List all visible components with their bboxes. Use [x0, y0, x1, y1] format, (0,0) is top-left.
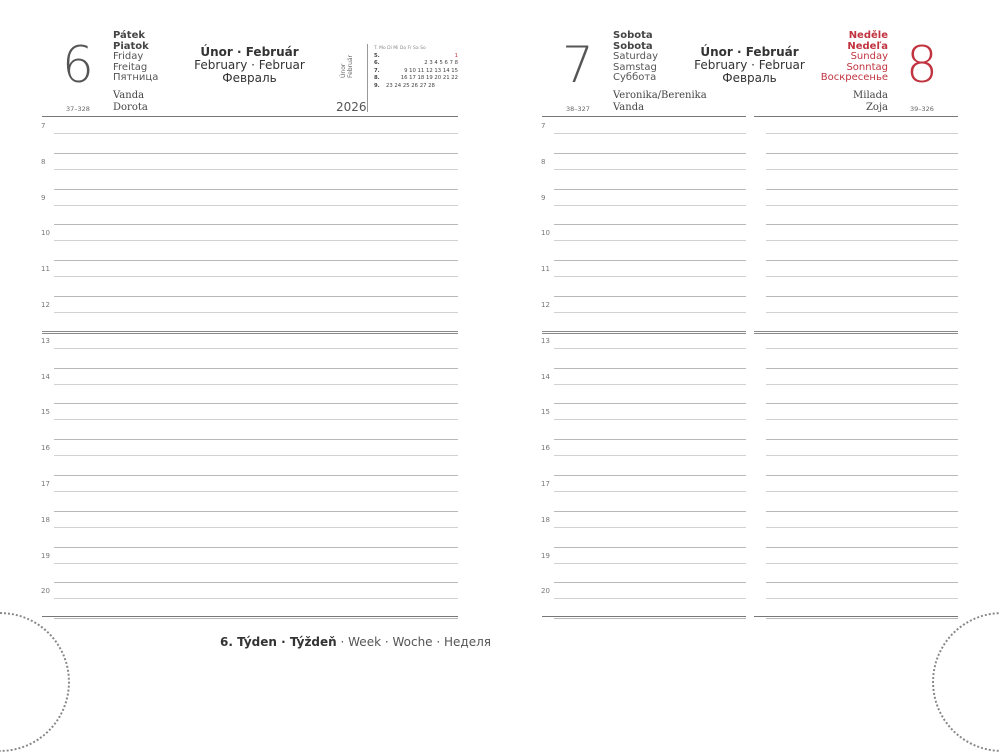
half-hour-line[interactable]: [554, 312, 746, 313]
decorative-dotted-circle: [932, 612, 1000, 752]
half-hour-line[interactable]: [54, 384, 458, 385]
half-hour-line[interactable]: [54, 133, 458, 134]
hour-line[interactable]: [766, 403, 958, 404]
hour-label: 8: [541, 157, 546, 166]
hour-line[interactable]: [554, 296, 746, 297]
nameday-sk: Dorota: [113, 102, 148, 113]
hour-label: 16: [541, 444, 550, 453]
hour-label: 15: [541, 408, 550, 417]
day-name-en: Friday: [113, 51, 144, 62]
saturday-name-en: Saturday: [613, 51, 659, 62]
hour-label: 17: [41, 480, 50, 488]
half-hour-line[interactable]: [766, 205, 958, 206]
half-hour-line[interactable]: [54, 527, 458, 528]
sunday-name-sk: Nedeľa: [847, 40, 888, 52]
half-hour-line[interactable]: [766, 563, 958, 564]
decorative-dotted-circle: [0, 612, 70, 752]
saturday-day-names: [613, 31, 658, 84]
hour-line[interactable]: [554, 224, 746, 225]
mini-calendar-row: 6. 2 3 4 5 6 7 8: [374, 60, 458, 66]
hour-label: 13: [541, 336, 550, 345]
half-hour-line[interactable]: [54, 598, 458, 599]
hour-label: 18: [41, 515, 50, 524]
month-ru: Февраль: [222, 71, 277, 85]
year: 2026: [336, 100, 367, 114]
bottom-rule: [542, 616, 746, 617]
saturday-day-number: 7: [562, 36, 594, 94]
half-hour-line[interactable]: [766, 312, 958, 313]
hour-line[interactable]: [766, 224, 958, 225]
half-hour-line[interactable]: [554, 276, 746, 277]
half-hour-line[interactable]: [54, 312, 458, 313]
half-hour-line[interactable]: [54, 491, 458, 492]
hour-label: 12: [41, 301, 50, 309]
half-hour-line[interactable]: [54, 455, 458, 456]
hour-line[interactable]: [54, 189, 458, 190]
half-hour-line[interactable]: [54, 240, 458, 241]
half-hour-line[interactable]: [54, 563, 458, 564]
half-hour-line[interactable]: [54, 348, 458, 349]
hour-line[interactable]: [766, 547, 958, 548]
half-hour-line[interactable]: [554, 384, 746, 385]
half-hour-line[interactable]: [766, 384, 958, 385]
half-hour-line[interactable]: [554, 133, 746, 134]
half-hour-line[interactable]: [554, 527, 746, 528]
hour-label: 15: [41, 408, 50, 417]
mini-calendar-row: 8. 16 17 18 19 20 21 22: [374, 75, 458, 81]
hour-line[interactable]: [54, 260, 458, 261]
hour-label: 11: [41, 265, 50, 274]
hour-line[interactable]: [766, 368, 958, 369]
hour-label: 19: [41, 551, 50, 560]
hour-line[interactable]: [54, 296, 458, 297]
hour-line[interactable]: [766, 260, 958, 261]
mini-calendar: [374, 45, 458, 90]
half-hour-line[interactable]: [554, 419, 746, 420]
week-footer: [220, 635, 491, 649]
day-name-de: Freitag: [113, 61, 148, 73]
sunday-day-of-year: 39–326: [910, 105, 934, 113]
hour-label: 18: [541, 515, 550, 524]
half-hour-line[interactable]: [766, 169, 958, 170]
half-hour-line[interactable]: [54, 419, 458, 420]
hour-line[interactable]: [554, 475, 746, 476]
half-hour-line[interactable]: [766, 527, 958, 528]
hour-label: 20: [541, 587, 550, 596]
mini-calendar-row: 5. 1: [374, 52, 458, 59]
header-rule: [42, 116, 458, 117]
month-heading: [692, 46, 807, 85]
hour-line[interactable]: [54, 403, 458, 404]
hour-line[interactable]: [554, 403, 746, 404]
hour-label: 12: [541, 301, 550, 309]
hour-line[interactable]: [766, 475, 958, 476]
hour-line[interactable]: [766, 511, 958, 512]
hour-label: 17: [541, 480, 550, 488]
half-hour-line[interactable]: [554, 563, 746, 564]
half-hour-line[interactable]: [54, 169, 458, 170]
half-hour-line[interactable]: [54, 205, 458, 206]
hour-line[interactable]: [554, 582, 746, 583]
month-cz-sk: Únor · Február: [200, 45, 299, 59]
bottom-rule: [754, 616, 958, 617]
hour-line[interactable]: [54, 475, 458, 476]
hour-line[interactable]: [766, 582, 958, 583]
half-hour-line[interactable]: [54, 276, 458, 277]
month-heading: [192, 46, 307, 85]
midday-divider[interactable]: [754, 331, 958, 334]
mini-calendar-label-1: Únor: [340, 63, 347, 78]
sunday-day-names: [821, 31, 888, 84]
hour-label: 10: [41, 229, 50, 238]
hour-line[interactable]: [54, 224, 458, 225]
half-hour-line[interactable]: [766, 491, 958, 492]
sunday-name-en: Sunday: [850, 51, 888, 62]
half-hour-line[interactable]: [766, 348, 958, 349]
hour-label: 11: [541, 265, 550, 274]
sunday-header-rule: [754, 116, 958, 117]
hour-label: 9: [541, 193, 546, 202]
week-footer-rest: · Week · Woche · Неделя: [336, 635, 491, 649]
month-en-de: February · Februar: [694, 58, 805, 72]
hour-label: 14: [541, 372, 550, 381]
midday-divider[interactable]: [42, 331, 458, 334]
day-names: [113, 31, 158, 84]
hour-line[interactable]: [766, 618, 958, 619]
hour-label: 10: [541, 229, 550, 238]
half-hour-line[interactable]: [554, 491, 746, 492]
hour-label: 20: [41, 587, 50, 596]
half-hour-line[interactable]: [766, 133, 958, 134]
day-of-year: 37–328: [66, 105, 90, 113]
half-hour-line[interactable]: [766, 240, 958, 241]
hour-line[interactable]: [554, 439, 746, 440]
hour-label: 16: [41, 444, 50, 453]
midday-divider[interactable]: [542, 331, 746, 334]
hour-label: 14: [41, 372, 50, 381]
hour-label: 7: [41, 122, 46, 130]
saturday-nameday-sk: Vanda: [613, 102, 645, 113]
right-page: [500, 0, 1000, 688]
hour-label: 8: [41, 157, 46, 166]
hour-line[interactable]: [554, 189, 746, 190]
sunday-nameday-cz: Milada: [853, 90, 888, 101]
month-ru: Февраль: [722, 71, 777, 85]
day-name-sk: Piatok: [113, 40, 149, 52]
saturday-name-sk: Sobota: [613, 40, 653, 52]
mini-calendar-label-2: Február: [347, 54, 354, 78]
hour-line[interactable]: [54, 511, 458, 512]
mini-calendar-header: T. Mo Di Mi Do Fr Sa So: [374, 46, 426, 51]
sunday-name-de: Sonntag: [846, 61, 888, 73]
day-name-cz: Pátek: [113, 30, 146, 41]
hour-line[interactable]: [554, 511, 746, 512]
sunday-nameday-sk: Zoja: [865, 102, 888, 113]
sunday-name-cz: Neděle: [848, 30, 888, 41]
half-hour-line[interactable]: [554, 240, 746, 241]
half-hour-line[interactable]: [766, 276, 958, 277]
hour-line[interactable]: [554, 547, 746, 548]
day-name-ru: Пятница: [113, 72, 159, 83]
hour-line[interactable]: [554, 618, 746, 619]
saturday-name-ru: Суббота: [613, 72, 657, 83]
half-hour-line[interactable]: [766, 455, 958, 456]
hour-line[interactable]: [766, 439, 958, 440]
mini-calendar-divider: [367, 44, 368, 112]
hour-line[interactable]: [554, 153, 746, 154]
sunday-name-ru: Воскресенье: [820, 72, 888, 83]
hour-line[interactable]: [766, 189, 958, 190]
hour-line[interactable]: [554, 260, 746, 261]
mini-calendar-row: 9. 23 24 25 26 27 28: [374, 82, 435, 89]
sunday-day-number: 8: [906, 36, 938, 94]
hour-label: 19: [541, 551, 550, 560]
month-en-de: February · Februar: [194, 58, 305, 72]
saturday-header-rule: [542, 116, 746, 117]
hour-line[interactable]: [54, 368, 458, 369]
half-hour-line[interactable]: [766, 419, 958, 420]
mini-calendar-side-label: [340, 55, 354, 78]
hour-line[interactable]: [54, 618, 458, 619]
hour-line[interactable]: [766, 296, 958, 297]
month-cz-sk: Únor · Február: [700, 45, 799, 59]
hour-line[interactable]: [54, 582, 458, 583]
mini-calendar-row: 7. 9 10 11 12 13 14 15: [374, 67, 458, 74]
half-hour-line[interactable]: [766, 598, 958, 599]
hour-label: 9: [41, 193, 46, 202]
hour-line[interactable]: [554, 368, 746, 369]
half-hour-line[interactable]: [554, 205, 746, 206]
left-page: [0, 0, 500, 688]
half-hour-line[interactable]: [554, 348, 746, 349]
hour-line[interactable]: [54, 153, 458, 154]
saturday-name-de: Samstag: [613, 61, 657, 73]
hour-line[interactable]: [54, 547, 458, 548]
day-number: 6: [62, 36, 94, 94]
bottom-rule: [42, 616, 458, 617]
hour-label: 7: [541, 122, 546, 130]
half-hour-line[interactable]: [554, 598, 746, 599]
half-hour-line[interactable]: [554, 455, 746, 456]
saturday-day-of-year: 38–327: [566, 105, 590, 113]
hour-line[interactable]: [766, 153, 958, 154]
saturday-name-cz: Sobota: [613, 30, 653, 41]
half-hour-line[interactable]: [554, 169, 746, 170]
saturday-nameday-cz: Veronika/Berenika: [613, 90, 707, 101]
week-footer-bold: 6. Týden · Týždeň: [220, 635, 337, 649]
nameday-cz: Vanda: [113, 90, 145, 101]
hour-label: 13: [41, 336, 50, 345]
hour-line[interactable]: [54, 439, 458, 440]
